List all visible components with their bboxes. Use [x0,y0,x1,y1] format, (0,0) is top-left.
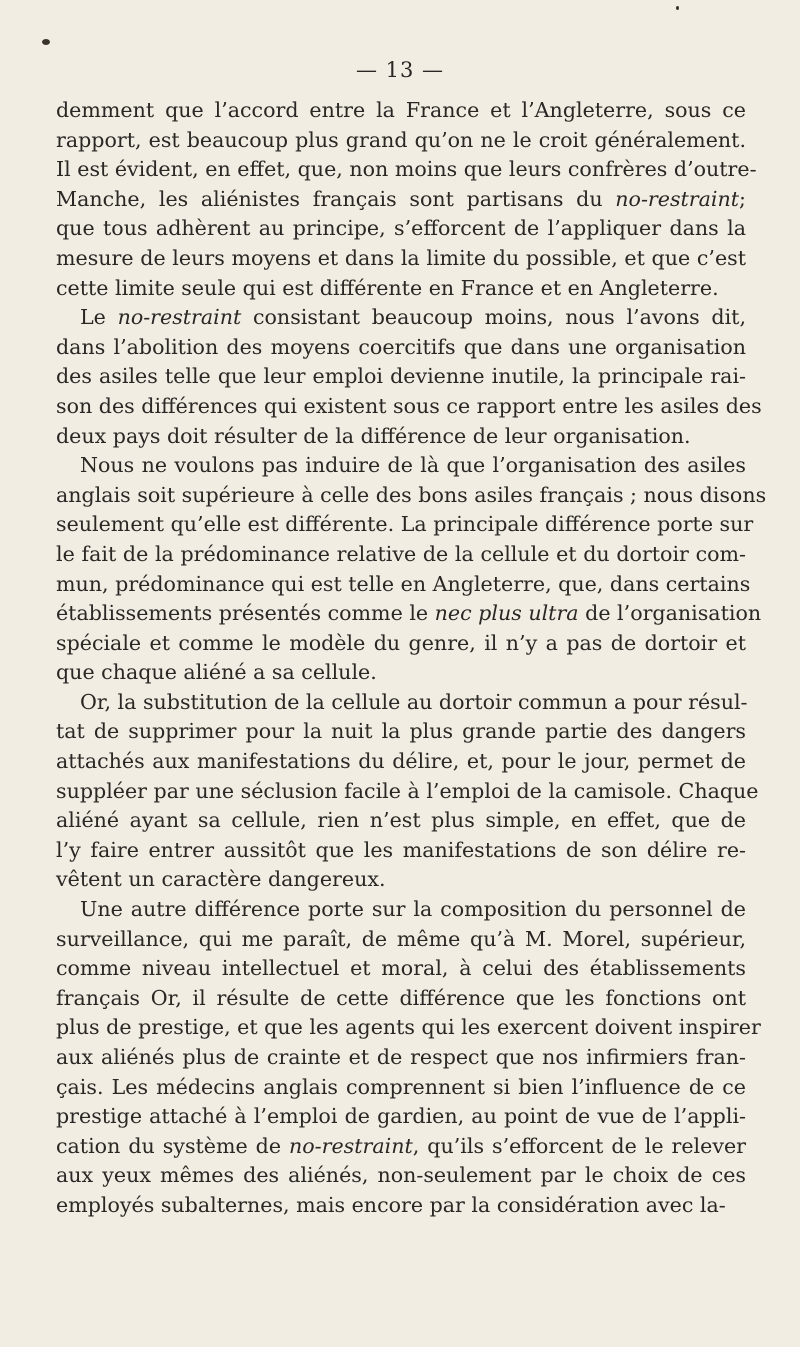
text-line: Or, la substitution de la cellule au dortoir commun a pour résul- [80,689,748,714]
text-line: spéciale et comme le modèle du genre, il n’y a pas de dortoir et [56,630,746,655]
text-line: l’y faire entrer aussitôt que les manifestations de son délire re- [56,837,746,862]
body-text [56,96,767,1221]
text-line: son des différences qui existent sous ce rapport entre les asiles des [56,393,762,418]
text-line: demment que l’accord entre la France et l’Angleterre, sous ce [56,98,746,122]
text-line: rapport, est beaucoup plus grand qu’on ne le croit généralement. [56,127,746,152]
text-line: aux yeux mêmes des aliénés, non-seulement par le choix de ces [56,1163,746,1188]
paragraph [56,688,759,895]
text-line: que tous adhèrent au principe, s’efforcent de l’appliquer dans la [56,216,746,241]
paragraph [56,451,767,688]
text-line: employés subalternes, mais encore par la considération avec la- [56,1192,726,1217]
text-line: aux aliénés plus de crainte et de respect que nos infirmiers fran- [56,1045,746,1069]
text-line: çais. Les médecins anglais comprennent si bien l’influence de ce [56,1074,746,1099]
paragraph [56,96,757,303]
text-line: Manche, les aliénistes français sont partisans du no-restraint; [56,186,746,211]
text-line: plus de prestige, et que les agents qui les exercent doivent inspirer [56,1015,761,1040]
text-line: mun, prédominance qui est telle en Angleterre, que, dans certains [56,571,751,596]
ink-speck [42,39,50,45]
text-line: Le no-restraint consistant beaucoup moins, nous l’avons dit, [80,305,746,330]
text-line: que chaque aliéné a sa cellule. [56,660,377,685]
page-number: — 13 — [355,58,445,82]
text-line: suppléer par une séclusion facile à l’emploi de la camisole. Chaque [56,778,759,803]
text-line: des asiles telle que leur emploi devienne inutile, la principale rai- [56,364,746,389]
text-line: tat de supprimer pour la nuit la plus grande partie des dangers [56,719,746,744]
text-line: Il est évident, en effet, que, non moins que leurs confrères d’outre- [56,157,757,182]
text-line: surveillance, qui me paraît, de même qu’à M. Morel, supérieur, [56,926,746,951]
text-line: établissements présentés comme le nec plus ultra de l’organisation [56,601,762,626]
text-line: le fait de la prédominance relative de la cellule et du dortoir com- [56,541,746,566]
text-line: anglais soit supérieure à celle des bons asiles français ; nous disons [56,482,767,507]
text-line: Une autre différence porte sur la composition du personnel de [80,897,746,922]
text-line: mesure de leurs moyens et dans la limite du possible, et que c’est [56,245,746,270]
ink-speck [676,6,679,10]
text-line: français Or, il résulte de cette différence que les fonctions ont [56,985,746,1010]
text-line: cette limite seule qui est différente en France et en Angleterre. [56,275,719,300]
text-line: deux pays doit résulter de la différence de leur organisation. [56,423,691,448]
text-line: prestige attaché à l’emploi de gardien, au point de vue de l’appli- [56,1104,746,1129]
text-line: comme niveau intellectuel et moral, à celui des établissements [56,956,746,981]
text-line: Nous ne voulons pas induire de là que l’organisation des asiles [80,453,746,478]
text-line: seulement qu’elle est différente. La principale différence porte sur [56,512,754,537]
text-line: aliéné ayant sa cellule, rien n’est plus simple, en effet, que de [56,808,746,833]
text-line: dans l’abolition des moyens coercitifs que dans une organisation [56,334,746,359]
text-line: vêtent un caractère dangereux. [56,867,386,892]
paragraph [56,303,762,451]
paragraph [56,895,761,1221]
text-line: attachés aux manifestations du délire, et, pour le jour, permet de [56,749,746,774]
text-line: cation du système de no-restraint, qu’ils s’efforcent de le relever [56,1133,746,1158]
